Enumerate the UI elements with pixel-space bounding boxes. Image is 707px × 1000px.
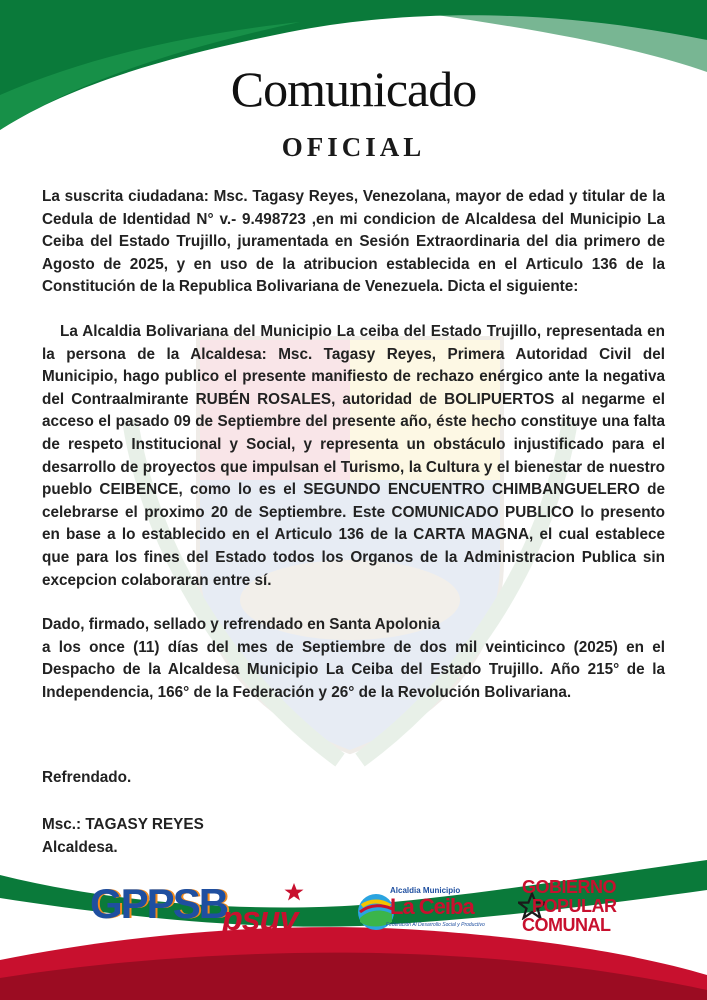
gobierno-line1: GOBIERNO (522, 877, 617, 897)
paragraph-intro: La suscrita ciudadana: Msc. Tagasy Reyes, Venezolana, mayor de edad y titular de la Cedula de Identidad N° v.- 9.498723 ,en mi condicion de Alcaldesa del Municipio La Ceiba del Estado Trujillo, juramentada en Sesión Extraordinaria del dia primero de Agosto de 2025, y en uso de la atribucion establecida en el Articulo 136 de la Constitución de la Republica Bolivariana de Venezuela. Dicta el siguiente: (42, 188, 665, 296)
laceiba-slogan-text: Federación Al Desarrollo Social y Productivo (386, 922, 485, 928)
psuv-logo (222, 882, 332, 938)
gobierno-line3: COMUNAL (522, 915, 611, 935)
psuv-logo-text: psuv (222, 900, 298, 938)
laceiba-name-text: La Ceiba (390, 894, 474, 919)
signatory-name: Msc.: TAGASY REYES (42, 816, 204, 833)
document-body (42, 186, 665, 704)
document-title: Comunicado (230, 61, 477, 117)
paragraph-closing-first-line: Dado, firmado, sellado y refrendado en Santa Apolonia (42, 616, 441, 634)
laceiba-top-text: Alcaldia Municipio (390, 886, 461, 895)
gobierno-popular-comunal-logo (518, 878, 638, 938)
paragraph-statement: La Alcaldia Bolivariana del Municipio La ceiba del Estado Trujillo, representada en la persona de la Alcaldesa: Msc. Tagasy Reyes, Primera Autoridad Civil del Municipio, hago publico el presente manifiesto de rechazo enérgico ante la negativa del Contraalmirante RUBÉN ROSALES, autoridad de BOLIPUERTOS al negarme el acceso el pasado 09 de Septiembre del presente año, éste hecho constituye una falta de respeto Institucional y Social, y representa un obstáculo injustificado para el desarrollo de proyectos que impulsan el Turismo, la Cultura y el bienestar de nuestro pueblo CEIBENCE, como lo es el SEGUNDO ENCUENTRO CHIMBANGUELERO de celebrarse el proximo 20 de Septiembre. Este COMUNICADO PUBLICO lo presento en base a lo establecido en el Articulo 136 de la CARTA MAGNA, el cual establece que para los fines del Estado todos los Organos de la Administracion Publica sin excepcion colaboraran entre sí. (42, 322, 665, 589)
gppsb-logo (90, 880, 227, 928)
red-star-icon (284, 882, 304, 902)
logo-bar (0, 872, 707, 942)
refrendado-label: Refrendado. (42, 769, 132, 786)
paragraph-closing: a los once (11) días del mes de Septiembre de dos mil veinticinco (2025) en el Despacho de la Alcaldesa Municipio La Ceiba del Estado Trujillo. Año 215° de la Independencia, 166° de la Federación y 26° de la Revolución Bolivariana. (42, 638, 665, 701)
laceiba-logo (356, 886, 486, 938)
gobierno-line2: POPULAR (532, 896, 617, 916)
signatory-role: Alcaldesa. (42, 839, 118, 856)
gppsb-logo-text: GPPSB (90, 880, 228, 927)
document-subtitle: OFICIAL (281, 132, 426, 162)
